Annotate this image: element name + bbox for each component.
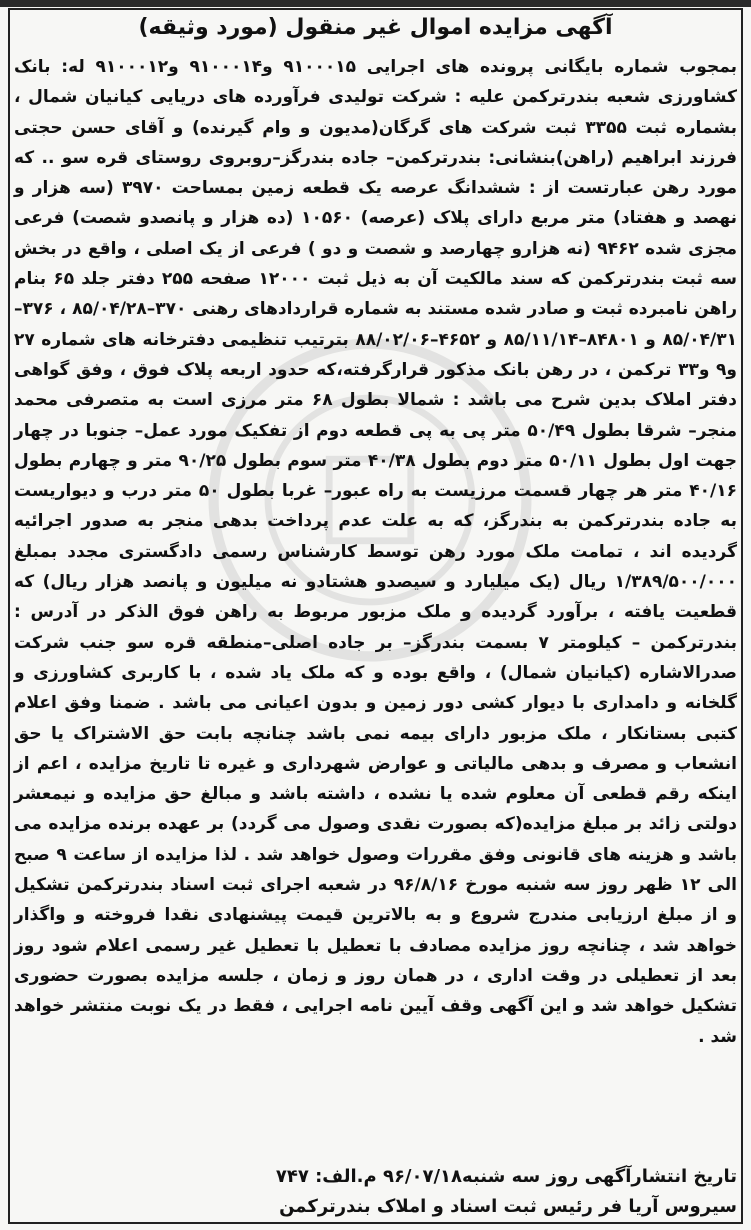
signatory-line: سیروس آریا فر رئیس ثبت اسناد و املاک بندرترکمن bbox=[279, 1196, 737, 1217]
top-rule bbox=[0, 0, 751, 7]
publication-date-line: تاریخ انتشارآگهی روز سه شنبه۹۶/۰۷/۱۸ م.الف: ۷۴۷ bbox=[275, 1166, 737, 1187]
auction-notice bbox=[14, 10, 737, 1052]
notice-body: بمجوب شماره بایگانی پرونده های اجرایی ۹۱۰۰۰۱۵ و۹۱۰۰۰۱۴ و۹۱۰۰۰۱۲ له: بانک کشاورزی شعبه بندرترکمن علیه : شرکت تولیدی فرآورده های دریایی کیانیان شمال ، بشماره ثبت ۳۳۵۵ ثبت شرکت های گرگان(مدیون و وام گیرنده) و آقای حسن حجتی فرزند ابراهیم (راهن)بنشانی: بندرترکمن– جاده بندرگز–روبروی روستای قره سو .. که مورد رهن عبارتست از : ششدانگ عرصه یک قطعه زمین بمساحت ۳۹۷۰ (سه هزار و نهصد و هفتاد) متر مربع دارای پلاک (عرصه) ۱۰۵۶۰ (ده هزار و پانصدو شصت) فرعی مجزی شده ۹۴۶۲ (نه هزارو چهارصد و شصت و دو ) فرعی از یک اصلی ، واقع در بخش سه ثبت بندرترکمن که سند مالکیت آن به ذیل ثبت ۱۲۰۰۰ صفحه ۲۵۵ دفتر جلد ۶۵ بنام راهن نامبرده ثبت و صادر شده مستند به شماره قراردادهای رهنی ۳۷۰–۸۵/۰۴/۲۸ ، ۳۷۶–۸۵/۰۴/۳۱ و ۸۴۸۰۱–۸۵/۱۱/۱۴ و ۴۶۵۲–۸۸/۰۲/۰۶ بترتیب تنظیمی دفترخانه های شماره ۲۷ و۹ و۳۳ ترکمن ، در رهن بانک مذکور قرارگرفته،که حدود اربعه پلاک فوق ، وفق گواهی دفتر املاک بدین شرح می باشد : شمالا بطول ۶۸ متر مرزی است به متصرفی محمد منجر– شرقا بطول ۵۰/۴۹ متر پی به پی قطعه دوم از تفکیک مورد عمل– جنوبا در چهار جهت اول بطول ۵۰/۱۱ متر دوم بطول ۴۰/۳۸ متر سوم بطول ۹۰/۲۵ متر و چهارم بطول ۴۰/۱۶ متر هر چهار قسمت مرزیست به راه عبور– غربا بطول ۵۰ متر درب و دیواریست به جاده بندرترکمن به بندرگز، که به علت عدم پرداخت بدهی منجر به صدور اجرائیه گردیده اند ، تمامت ملک مورد رهن توسط کارشناس رسمی دادگستری مجدد بمبلغ ۱/۳۸۹/۵۰۰/۰۰۰ ریال (یک میلیارد و سیصدو هشتادو نه میلیون و پانصد هزار ریال) که قطعیت یافته ، برآورد گردیده و ملک مزبور مربوط به راهن فوق الذکر در آدرس : بندرترکمن – کیلومتر ۷ بسمت بندرگز– بر جاده اصلی–منطقه قره سو جنب شرکت صدرالاشاره (کیانیان شمال) ، واقع بوده و که ملک یاد شده ، با کاربری کشاورزی و گلخانه و دامداری با دیوار کشی دور زمین و بدون اعیانی می باشد . ضمنا وفق اعلام کتبی بستانکار ، ملک مزبور دارای بیمه نمی باشد چنانچه بابت حق الاشتراک یا حق انشعاب و مصرف و بدهی مالیاتی و عوارض شهرداری و غیره تا تاریخ مزایده ، اعم از اینکه رقم قطعی آن معلوم شده یا نشده ، داشته باشد و مبالغ حق مزایده و نیمعشر دولتی زائد بر مبلغ مزایده(که بصورت نقدی وصول می گردد) بر عهده برنده مزایده می باشد و هزینه های قانونی وفق مقررات وصول خواهد شد . لذا مزایده از ساعت ۹ صبح الی ۱۲ ظهر روز سه شنبه مورخ ۹۶/۸/۱۶ در شعبه اجرای ثبت اسناد بندرترکمن تشکیل و از مبلغ ارزیابی مندرج شروع و به بالاترین قیمت پیشنهادی نقدا فروخته و واگذار خواهد شد ، چنانچه روز مزایده مصادف با تعطیل با تعطیل غیر رسمی اعلام شود روز بعد از تعطیلی در وقت اداری ، در همان روز و زمان ، جلسه مزایده بصورت حضوری تشکیل خواهد شد و این آگهی وقف آیین نامه اجرایی ، فقط در یک نوبت منتشر خواهد شد . bbox=[14, 57, 738, 1047]
notice-footer bbox=[14, 1162, 737, 1222]
notice-title: آگهی مزایده اموال غیر منقول (مورد وثیقه) bbox=[138, 15, 613, 40]
